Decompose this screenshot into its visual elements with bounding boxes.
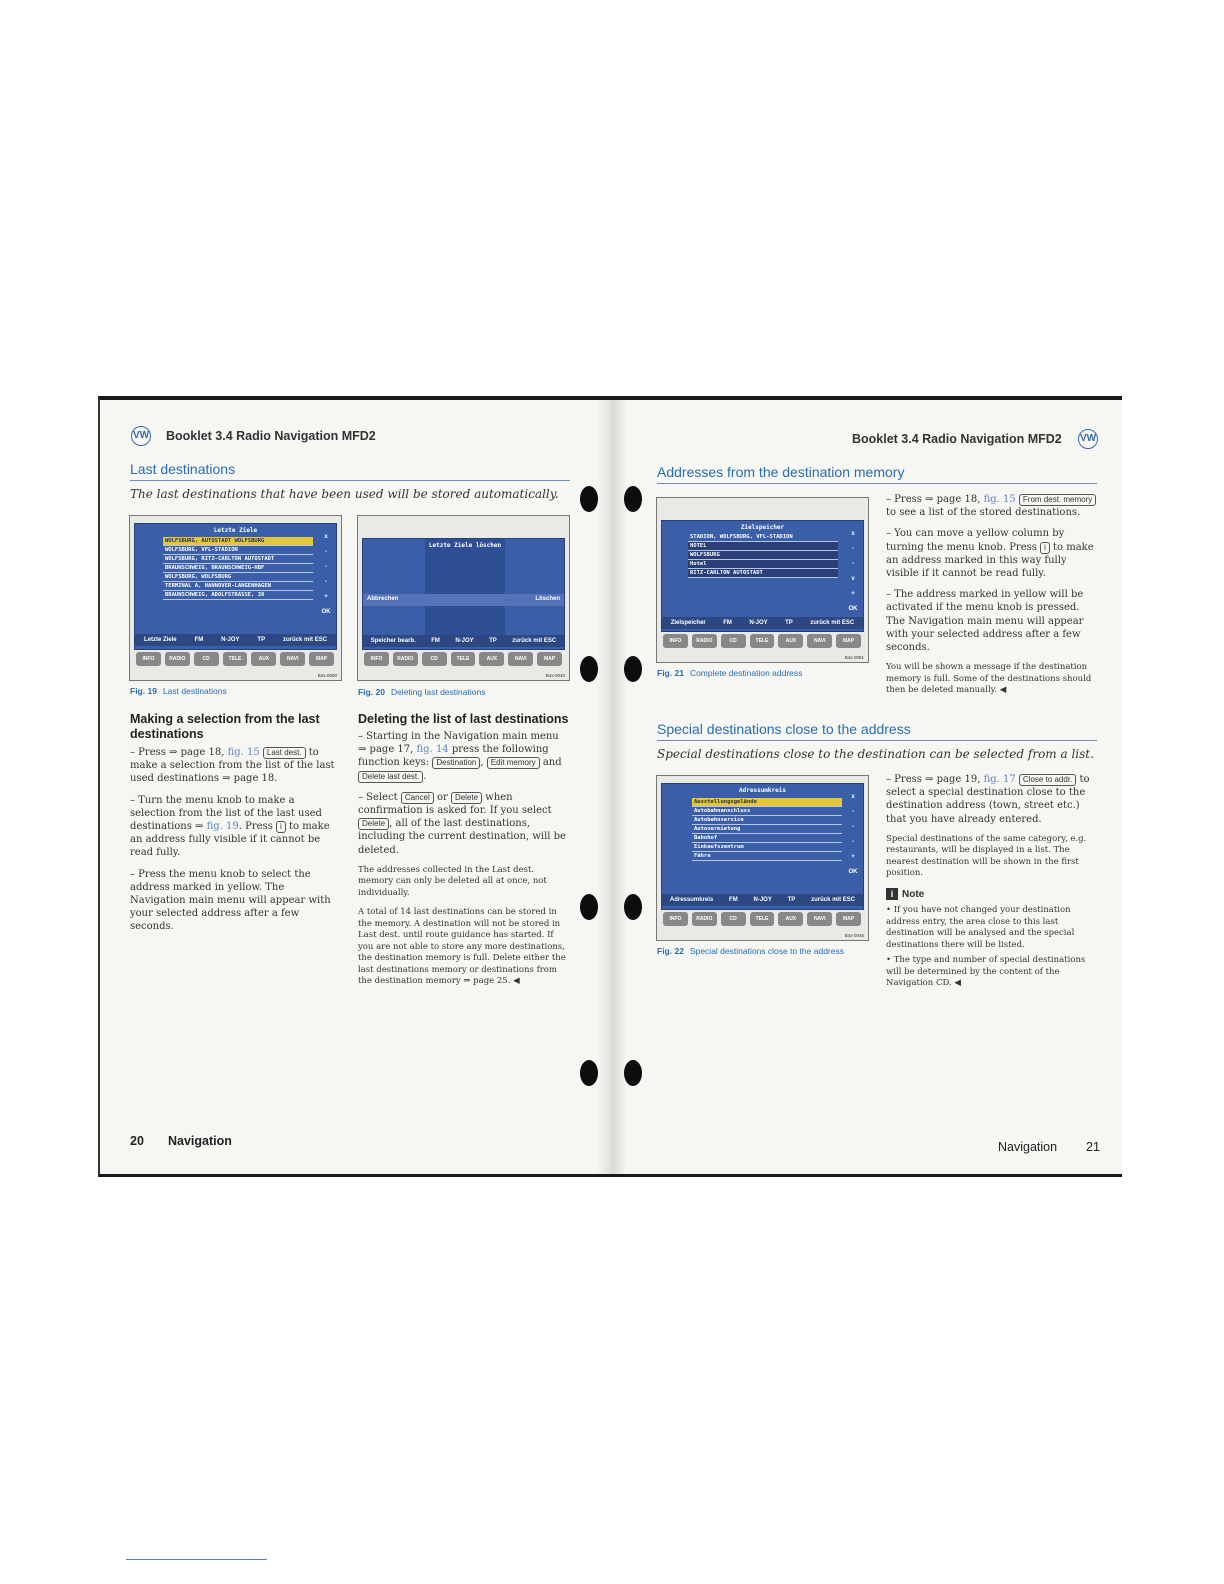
fig-link[interactable]: fig. 17 — [983, 774, 1016, 785]
side-key[interactable]: OK — [848, 869, 858, 875]
caption-number: Fig. 19 — [130, 686, 157, 696]
figure-21-caption — [657, 668, 802, 678]
side-key[interactable]: - — [325, 549, 327, 555]
figure-id: B4x-0081 — [844, 655, 864, 660]
status-item: N-JOY — [455, 638, 474, 644]
caption-text: Complete destination address — [689, 668, 803, 678]
section-rule — [657, 483, 1097, 484]
small-paragraph: The addresses collected in the Last dest. memory can only be deleted all at once, not individually. — [358, 864, 547, 898]
left-column-body — [130, 746, 342, 942]
heading-deleting-list: Deleting the list of last destinations — [358, 712, 569, 726]
list-item[interactable]: STADION, WOLFSBURG, VFL-STADION — [688, 533, 838, 542]
text: – Turn the menu knob to make a selection from the list of the last used destinations ⇒ — [130, 794, 322, 833]
page-number-right: 21 — [1086, 1140, 1100, 1154]
section-intro: Special destinations close to the destination can be selected from a list. — [657, 747, 1094, 761]
binder-hole — [580, 486, 598, 512]
status-item: TP — [787, 897, 796, 903]
key-navi[interactable]: NAVI — [807, 634, 832, 648]
key-info[interactable]: INFO — [364, 652, 389, 666]
nav-screen — [661, 520, 864, 632]
cancel-option[interactable]: Abbrechen — [367, 596, 399, 602]
figure-21 — [656, 497, 869, 663]
status-item: TP — [785, 620, 793, 626]
text: . Press — [238, 821, 277, 833]
key-destination: Destination — [432, 757, 480, 769]
list-item[interactable]: Autovermietung — [692, 825, 842, 834]
key-aux[interactable]: AUX — [251, 652, 276, 666]
paragraph — [358, 791, 570, 857]
info-key-icon: i — [276, 821, 286, 833]
list-item[interactable]: Fähre — [692, 852, 842, 861]
vw-logo-icon: VW — [131, 426, 151, 446]
key-cd[interactable]: CD — [422, 652, 447, 666]
right-column-body — [358, 730, 570, 996]
side-key[interactable]: - — [852, 546, 854, 552]
side-key[interactable]: OK — [321, 609, 331, 615]
note-item: • The type and number of special destinations will be determined by the content of the Navigation CD. ◀ — [886, 955, 1086, 989]
text: – Select — [358, 791, 401, 803]
paragraph — [130, 794, 342, 860]
list-item[interactable]: Ausstellungsgelände — [692, 798, 842, 807]
side-key[interactable]: + — [851, 591, 855, 597]
key-map[interactable]: MAP — [836, 634, 861, 648]
special-destinations-body — [886, 773, 1098, 998]
text: or — [433, 791, 451, 803]
text: to make an address marked in this way fully visible if it cannot be read fully. — [886, 541, 1094, 580]
left-header: Booklet 3.4 Radio Navigation MFD2 — [166, 429, 376, 443]
caption-text: Last destinations — [162, 686, 227, 696]
paragraph — [886, 527, 1098, 580]
screen-title: Zielspeicher — [740, 524, 785, 531]
key-radio[interactable]: RADIO — [692, 912, 717, 926]
list-item[interactable]: WOLFSBURG, VFL-STADION — [163, 546, 313, 555]
key-aux[interactable]: AUX — [778, 634, 803, 648]
key-cd[interactable]: CD — [721, 634, 746, 648]
side-key[interactable]: x — [851, 794, 855, 800]
screen-side-keys — [847, 531, 859, 621]
key-map[interactable]: MAP — [309, 652, 334, 666]
text: , all of the last destinations, including the current destination, will be deleted. — [358, 818, 566, 856]
text: and — [539, 757, 562, 769]
text: when confirmation is asked for. If you select — [358, 791, 552, 817]
figure-19 — [129, 515, 342, 681]
bottom-rule — [126, 1559, 267, 1560]
key-from-dest-memory: From dest. memory — [1019, 494, 1096, 506]
paragraph: – Starting in the Navigation main menu ⇒ page 17, fig. 14 press the following function keys: Destination , Edit memory and Delete last dest. . — [358, 731, 562, 782]
caption-number: Fig. 20 — [358, 687, 385, 697]
nav-screen — [661, 783, 864, 910]
caption-number: Fig. 22 — [657, 946, 684, 956]
screen-status-bar — [135, 634, 336, 646]
side-key[interactable]: - — [325, 564, 327, 570]
figure-id: B4x-0040 — [545, 673, 565, 678]
figure-22 — [656, 775, 869, 941]
key-tele[interactable]: TELE — [750, 912, 775, 926]
section-title-destination-memory: Addresses from the destination memory — [657, 464, 905, 480]
list-item[interactable]: HOTEL — [688, 542, 838, 551]
note-heading — [886, 888, 1098, 901]
paragraph: – The address marked in yellow will be activated if the menu knob is pressed. The Navigation main menu will appear with your selected address after a few seconds. — [886, 589, 1084, 654]
key-navi[interactable]: NAVI — [280, 652, 305, 666]
side-key[interactable]: - — [325, 579, 327, 585]
side-key[interactable]: - — [852, 839, 854, 845]
page-number-left: 20 — [130, 1134, 144, 1148]
key-map[interactable]: MAP — [537, 652, 562, 666]
side-key[interactable]: v — [851, 576, 855, 582]
side-key[interactable]: - — [852, 824, 854, 830]
figure-id: B4x-0080 — [317, 673, 337, 678]
hardware-keys — [663, 633, 861, 649]
fig-link[interactable]: fig. 15 — [227, 747, 260, 758]
text: press the following function keys: — [358, 744, 549, 769]
binder-hole — [580, 656, 598, 682]
status-item: Zielspeicher — [670, 620, 706, 626]
key-tele[interactable]: TELE — [451, 652, 476, 666]
destination-memory-body — [886, 493, 1098, 705]
key-radio[interactable]: RADIO — [165, 652, 190, 666]
key-tele[interactable]: TELE — [223, 652, 248, 666]
list-item[interactable]: BRAUNSCHWEIG, BRAUNSCHWEIG-HBF — [163, 564, 313, 573]
key-radio[interactable]: RADIO — [692, 634, 717, 648]
status-item: FM — [431, 638, 440, 644]
small-paragraph: You will be shown a message if the destination memory is full. Some of the destinations should then be deleted manually. ◀ — [886, 662, 1092, 696]
section-title-special-destinations: Special destinations close to the address — [657, 721, 911, 737]
paragraph — [886, 773, 1098, 826]
key-delete: Delete — [451, 792, 482, 804]
section-title-last-destinations: Last destinations — [130, 461, 236, 477]
small-paragraph: A total of 14 last destinations can be stored in the memory. A destination will not be stored in Last dest. until route guidance has started. If you are not able to store any more destinations, the destination memory is full. Delete either the last destinations memory or destinations from the destination memory ⇒ page 25. ◀ — [358, 907, 566, 987]
right-header: Booklet 3.4 Radio Navigation MFD2 — [852, 432, 1062, 446]
text: – Starting in the Navigation main menu ⇒ page 17, — [358, 731, 559, 756]
screen-title: Letzte Ziele löschen — [428, 542, 502, 549]
status-item: Speicher bearb. — [370, 638, 416, 644]
key-close-to-addr: Close to addr. — [1019, 774, 1076, 786]
figure-id: B4x-0045 — [844, 933, 864, 938]
list-item[interactable]: WOLFSBURG, AUTOSTADT WOLFSBURG — [163, 537, 313, 546]
nav-screen — [362, 538, 565, 650]
list-item[interactable]: Autobahnservice — [692, 816, 842, 825]
list-item[interactable]: BRAUNSCHWEIG, ADOLFSTRASSE, 38 — [163, 591, 313, 600]
heading-making-selection: Making a selection from the last destinations — [130, 712, 320, 741]
key-cancel: Cancel — [401, 792, 434, 804]
key-delete: Delete — [358, 818, 389, 830]
list-item[interactable]: WOLFSBURG, RITZ-CARLTON AUTOSTADT — [163, 555, 313, 564]
side-key[interactable]: + — [324, 594, 328, 600]
figure-19-caption — [130, 686, 227, 696]
list-item[interactable]: WOLFSBURG, WOLFSBURG — [163, 573, 313, 582]
fig-link[interactable]: fig. 15 — [983, 494, 1016, 505]
status-item: zurück mit ESC — [512, 638, 557, 644]
paragraph: – Press the menu knob to select the address marked in yellow. The Navigation main menu will appear with your selected address after a few seconds. — [130, 868, 331, 933]
right-page — [620, 400, 1122, 1174]
key-cd[interactable]: CD — [194, 652, 219, 666]
list-item[interactable]: RITZ-CARLTON AUTOSTADT — [688, 569, 838, 578]
list-item[interactable]: Bahnhof — [692, 834, 842, 843]
key-edit-memory: Edit memory — [487, 757, 540, 769]
caption-text: Special destinations close to the address — [689, 946, 844, 956]
text: – Press ⇒ page 19, — [886, 774, 984, 785]
status-item: zurück mit ESC — [811, 897, 856, 903]
scanned-spread — [98, 396, 1122, 1177]
destination-list — [688, 533, 838, 578]
key-info[interactable]: INFO — [136, 652, 161, 666]
side-key[interactable]: x — [324, 534, 328, 540]
key-radio[interactable]: RADIO — [393, 652, 418, 666]
binder-hole — [624, 1060, 642, 1086]
info-note-icon: i — [886, 888, 898, 900]
hardware-keys — [663, 911, 861, 927]
side-key[interactable]: - — [852, 561, 854, 567]
key-aux[interactable]: AUX — [479, 652, 504, 666]
fig-link[interactable]: fig. 19 — [206, 821, 239, 833]
section-intro: The last destinations that have been used will be stored automatically. — [130, 487, 559, 501]
destination-list — [163, 537, 313, 600]
key-map[interactable]: MAP — [836, 912, 861, 926]
screen-side-keys — [320, 534, 332, 624]
figure-20-caption — [358, 687, 485, 697]
side-key[interactable]: x — [851, 531, 855, 537]
section-rule — [657, 740, 1097, 741]
list-item[interactable]: Hotel — [688, 560, 838, 569]
key-aux[interactable]: AUX — [778, 912, 803, 926]
section-rule — [130, 480, 570, 481]
status-item: TP — [489, 638, 497, 644]
status-item: N-JOY — [753, 897, 772, 903]
paragraph — [886, 493, 1098, 519]
key-cd[interactable]: CD — [721, 912, 746, 926]
key-delete-last-dest: Delete last dest. — [358, 771, 423, 783]
binder-hole — [624, 486, 642, 512]
hardware-keys — [136, 651, 334, 667]
footer-section-left: Navigation — [168, 1134, 232, 1148]
binder-hole — [580, 1060, 598, 1086]
list-item[interactable]: TERMINAL A, HANNOVER-LANGENHAGEN — [163, 582, 313, 591]
key-info[interactable]: INFO — [663, 912, 688, 926]
status-item: Adressumkreis — [669, 897, 714, 903]
list-item[interactable]: Einkaufszentrum — [692, 843, 842, 852]
figure-20 — [357, 515, 570, 681]
text: – Press ⇒ page 18, — [886, 494, 984, 505]
text: to make an address fully visible if it cannot be read fully. — [130, 821, 330, 859]
screen-status-bar — [662, 617, 863, 629]
fig-link[interactable]: fig. 14 — [416, 744, 449, 756]
text: – You can move a yellow column by turning the menu knob. Press — [886, 528, 1065, 553]
status-item: N-JOY — [749, 620, 768, 626]
text: to see a list of the stored destinations. — [886, 507, 1081, 519]
status-item: N-JOY — [221, 637, 240, 643]
list-item[interactable]: Autobahnanschluss — [692, 807, 842, 816]
text: – Press ⇒ page 18, — [130, 747, 228, 758]
binder-hole — [624, 656, 642, 682]
side-key[interactable]: OK — [848, 606, 858, 612]
key-tele[interactable]: TELE — [750, 634, 775, 648]
figure-22-caption — [657, 946, 844, 956]
key-last-dest: Last dest. — [263, 747, 306, 759]
key-navi[interactable]: NAVI — [508, 652, 533, 666]
text: to select a special destination close to the destination address (town, street etc.) that you have already entered. — [886, 774, 1090, 825]
screen-status-bar — [363, 635, 564, 647]
nav-screen — [134, 523, 337, 650]
caption-number: Fig. 21 — [657, 668, 684, 678]
status-item: zurück mit ESC — [283, 637, 328, 643]
status-item: TP — [257, 637, 266, 643]
screen-title: Letzte Ziele — [213, 527, 258, 534]
poi-list — [692, 798, 842, 861]
info-key-icon: i — [1040, 542, 1050, 554]
screen-title: Adressumkreis — [739, 787, 786, 794]
caption-text: Deleting last destinations — [390, 687, 486, 697]
side-key[interactable]: - — [852, 809, 854, 815]
small-paragraph: Special destinations of the same category, e.g. restaurants, will be displayed in a list. The nearest destination will be shown in the first position. — [886, 833, 1087, 879]
footer-section-right: Navigation — [998, 1140, 1058, 1154]
status-item: FM — [723, 620, 732, 626]
key-navi[interactable]: NAVI — [807, 912, 832, 926]
binder-hole — [624, 894, 642, 920]
text: to make a selection from the list of the last used destinations ⇒ page 18. — [130, 747, 335, 785]
status-item: FM — [729, 897, 738, 903]
binder-hole — [580, 894, 598, 920]
status-item: FM — [194, 637, 204, 643]
left-page — [100, 400, 600, 1174]
delete-option[interactable]: Löschen — [535, 596, 560, 602]
note-item: • If you have not changed your destination address entry, the area close to this last destination will be analysed and the special destinations there will be listed. — [886, 905, 1075, 950]
screen-side-keys — [847, 794, 859, 884]
dialog-panel — [425, 539, 505, 635]
status-item: Letzte Ziele — [143, 637, 177, 643]
hardware-keys — [364, 651, 562, 667]
paragraph — [130, 746, 342, 786]
key-info[interactable]: INFO — [663, 634, 688, 648]
status-item: zurück mit ESC — [810, 620, 855, 626]
screen-status-bar — [662, 894, 863, 906]
vw-logo-icon: VW — [1078, 429, 1098, 449]
list-item[interactable]: WOLFSBURG — [688, 551, 838, 560]
side-key[interactable]: + — [851, 854, 855, 860]
note-title: Note — [902, 888, 925, 900]
